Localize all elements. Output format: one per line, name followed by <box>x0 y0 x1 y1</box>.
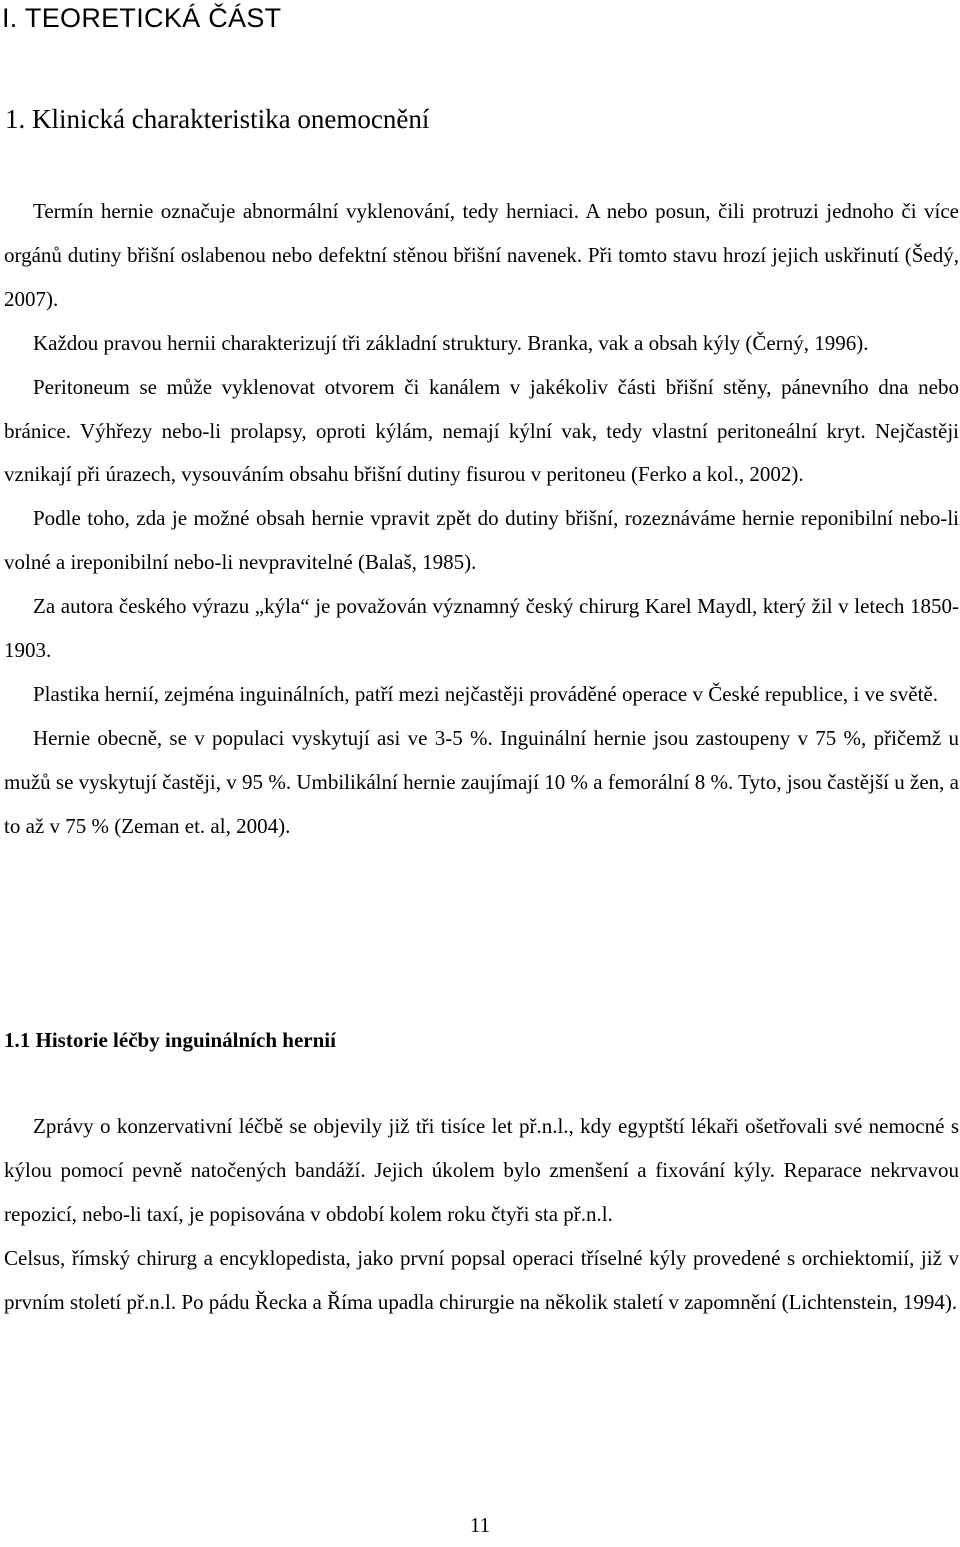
paragraph: Celsus, římský chirurg a encyklopedista, jako první popsal operaci tříselné kýly provedené s orchiektomií, již v prvním století př.n.l. Po pádu Řecka a Říma upadla chirurgie na několik staletí v zapomnění (Lichtenstein, 1994). <box>4 1245 959 1314</box>
paragraph: Zprávy o konzervativní léčbě se objevily již tři tisíce let př.n.l., kdy egyptští lékaři ošetřovali své nemocné s kýlou pomocí pevně natočených bandáží. Jejich úkolem bylo zmenšení a fixování kýly. Reparace nekrvavou repozicí, nebo-li taxí, je popisována v období kolem roku čtyři sta př.n.l. <box>4 1114 959 1226</box>
paragraph: Plastika hernií, zejména inguinálních, patří mezi nejčastěji prováděné operace v České republice, i ve světě. <box>33 681 938 706</box>
subsection-body <box>4 1105 959 1325</box>
subsection-title: 1.1 Historie léčby inguinálních hernií <box>4 1028 336 1052</box>
paragraph: Peritoneum se může vyklenovat otvorem či kanálem v jakékoliv části břišní stěny, pánevního dna nebo bránice. Výhřezy nebo-li prolapsy, oproti kýlám, nemají kýlní vak, tedy vlastní peritoneální kryt. Nejčastěji vznikají při úrazech, vysouváním obsahu břišní dutiny fisurou v peritoneu (Ferko a kol., 2002). <box>4 374 959 487</box>
section-title: 1. Klinická charakteristika onemocnění <box>5 104 430 134</box>
paragraph: Hernie obecně, se v populaci vyskytují asi ve 3-5 %. Inguinální hernie jsou zastoupeny v 75 %, přičemž u mužů se vyskytují častěji, v 95 %. Umbilikální hernie zaujímají 10 % a femorální 8 %. Tyto, jsou častější u žen, a to až v 75 % (Zeman et. al, 2004). <box>4 725 959 838</box>
paragraph: Termín hernie označuje abnormální vyklenování, tedy herniaci. A nebo posun, čili protruzi jednoho či více orgánů dutiny břišní oslabenou nebo defektní stěnou břišní navenek. Při tomto stavu hrozí jejich uskřinutí (Šedý, 2007). <box>4 199 959 311</box>
paragraph: Každou pravou hernii charakterizují tři základní struktury. Branka, vak a obsah kýly (Černý, 1996). <box>33 330 869 355</box>
paragraph: Podle toho, zda je možné obsah hernie vpravit zpět do dutiny břišní, rozeznáváme hernie reponibilní nebo-li volné a ireponibilní nebo-li nevpravitelné (Balaš, 1985). <box>4 506 959 575</box>
chapter-title: I. TEORETICKÁ ČÁST <box>2 3 282 33</box>
section-body <box>4 190 959 849</box>
page-number: 11 <box>469 1513 491 1537</box>
paragraph: Za autora českého výrazu „kýla“ je považován významný český chirurg Karel Maydl, který žil v letech 1850-1903. <box>4 594 959 663</box>
